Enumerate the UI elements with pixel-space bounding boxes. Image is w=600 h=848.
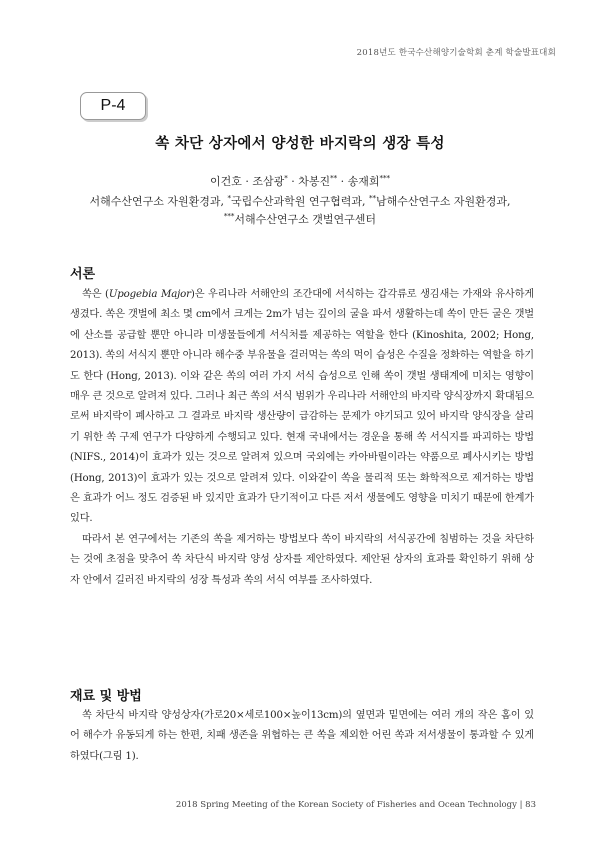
author-mark: * — [284, 174, 288, 183]
paragraph: 따라서 본 연구에서는 기존의 쏙을 제거하는 방법보다 쏙이 바지락의 서식공간에 침범하는 것을 차단하는 것에 초점을 맞추어 쏙 차단식 바지락 양성 상자를 제안하였다. 제안된 상자의 효과를 확인하기 위해 상자 안에서 길러진 바지락의 성장 특성과 쏙의 서식 여부를 조사하였다. — [70, 533, 534, 586]
paragraph — [70, 285, 534, 530]
intro-body — [70, 285, 534, 591]
conference-header: 2018년도 한국수산해양기술학회 춘계 학술발표대회 — [356, 48, 556, 58]
author-separator: · — [241, 175, 253, 188]
methods-body — [70, 706, 534, 767]
species-name: Upogebia Major — [108, 289, 191, 300]
affiliation: 국립수산과학원 연구협력과, — [230, 195, 369, 208]
page-footer: 2018 Spring Meeting of the Korean Society of Fisheries and Ocean Technology | 83 — [175, 800, 536, 810]
affiliation: 서해수산연구소 자원환경과, — [89, 195, 228, 208]
affiliation-line — [0, 211, 600, 227]
section-heading-methods: 재료 및 방법 — [70, 689, 142, 704]
author-list — [0, 173, 600, 189]
paragraph-text: )은 우리나라 서해안의 조간대에 서식하는 갑각류로 생김새는 가재와 유사하게 생겼다. 쏙은 갯벌에 최소 몇 cm에서 크게는 2m가 넘는 깊이의 굴을 파서 생활하는데 쏙이 만든 굴은 갯벌에 산소를 공급할 뿐만 아니라 미생물들에게 서식처를 제공하는 역할을 한다 (Kinoshita, 2002; Hong, 2013). 쏙의 서식지 뿐만 아니라 해수중 부유물을 걸러먹는 쏙의 먹이 습성은 수질을 정화하는 역할을 하기도 한다 (Hong, 2013). 이와 같은 쏙의 여러 가지 서식 습성으로 인해 쏙이 갯벌 생태계에 미치는 영향이 매우 큰 것으로 알려져 있다. 그러나 최근 쏙의 서식 범위가 우리나라 서해안의 바지락 양식장까지 확대됨으로써 바지락이 폐사하고 그 결과로 바지락 생산량이 급감하는 문제가 야기되고 있어 바지락 양식장을 살리기 위한 쏙 구제 연구가 다양하게 수행되고 있다. 현재 국내에서는 경운을 통해 쏙 서식지를 파괴하는 방법 (NIFS., 2014)이 효과가 있는 것으로 알려져 있으며 국외에는 카아바릴이라는 약품으로 폐사시키는 방법 (Hong, 2013)이 효과가 있는 것으로 알려져 있다. 이와같이 쏙을 물리적 또는 화학적으로 제거하는 방법은 효과가 어느 정도 검증된 바 있지만 효과가 단기적이고 다른 저서 생물에도 영향을 미치기 때문에 한계가 있다. — [70, 289, 534, 525]
author-mark: ** — [330, 174, 338, 183]
affiliation-mark: ** — [369, 194, 376, 203]
author-name: 조삼광 — [252, 175, 285, 188]
affiliation: 서해수산연구소 갯벌연구센터 — [234, 213, 377, 226]
paper-code-badge: P-4 — [80, 92, 146, 120]
author-mark: *** — [379, 174, 391, 183]
author-separator: · — [287, 175, 299, 188]
affiliation-mark: * — [227, 194, 231, 203]
author-name: 이건호 — [209, 175, 242, 188]
paper-title: 쏙 차단 상자에서 양성한 바지락의 생장 특성 — [155, 136, 445, 152]
affiliation-mark: *** — [223, 212, 235, 221]
author-name: 차봉진 — [298, 175, 331, 188]
affiliation-line — [0, 193, 600, 209]
paragraph: 쏙 차단식 바지락 양성상자(가로20×세로100×높이13cm)의 옆면과 밑면에는 여러 개의 작은 홈이 있어 해수가 유동되게 하는 한편, 치패 생존을 위협하는 큰 쏙을 제외한 어린 쏙과 저서생물이 통과할 수 있게 하였다(그림 1). — [70, 710, 534, 762]
affiliation: 남해수산연구소 자원환경과, — [376, 195, 511, 208]
author-name: 송재희 — [347, 175, 380, 188]
section-heading-intro: 서론 — [70, 267, 96, 282]
author-separator: · — [337, 175, 348, 188]
paragraph-text: 쏙은 ( — [82, 289, 109, 300]
